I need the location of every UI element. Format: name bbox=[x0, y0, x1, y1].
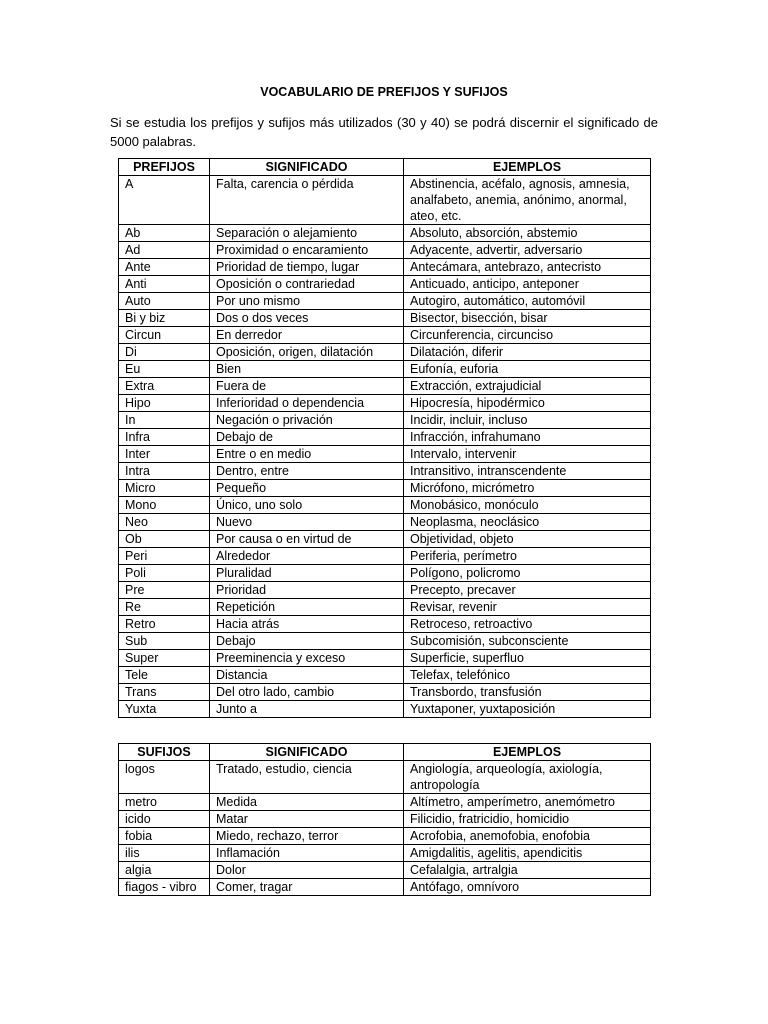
prefix-row bbox=[119, 293, 651, 310]
affix-cell: Circun bbox=[119, 327, 210, 344]
meaning-cell: En derredor bbox=[210, 327, 404, 344]
examples-cell: Angiología, arqueología, axiología, antropología bbox=[404, 761, 651, 794]
prefix-row bbox=[119, 633, 651, 650]
affix-cell: Hipo bbox=[119, 395, 210, 412]
meaning-cell: Del otro lado, cambio bbox=[210, 684, 404, 701]
prefix-row bbox=[119, 259, 651, 276]
meaning-cell: Por causa o en virtud de bbox=[210, 531, 404, 548]
prefix-row bbox=[119, 514, 651, 531]
examples-cell: Acrofobia, anemofobia, enofobia bbox=[404, 828, 651, 845]
prefix-table-header bbox=[119, 159, 651, 176]
examples-cell: Retroceso, retroactivo bbox=[404, 616, 651, 633]
affix-cell: icido bbox=[119, 811, 210, 828]
document-title: VOCABULARIO DE PREFIJOS Y SUFIJOS bbox=[260, 85, 508, 99]
examples-cell: Antecámara, antebrazo, antecristo bbox=[404, 259, 651, 276]
column-header-prefijos: PREFIJOS bbox=[119, 159, 210, 176]
examples-cell: Hipocresía, hipodérmico bbox=[404, 395, 651, 412]
affix-cell: logos bbox=[119, 761, 210, 794]
meaning-cell: Comer, tragar bbox=[210, 879, 404, 896]
prefix-row bbox=[119, 378, 651, 395]
affix-cell: Poli bbox=[119, 565, 210, 582]
examples-cell: Telefax, telefónico bbox=[404, 667, 651, 684]
affix-cell: Tele bbox=[119, 667, 210, 684]
suffix-row bbox=[119, 828, 651, 845]
affix-cell: In bbox=[119, 412, 210, 429]
affix-cell: Re bbox=[119, 599, 210, 616]
examples-cell: Circunferencia, circunciso bbox=[404, 327, 651, 344]
meaning-cell: Debajo bbox=[210, 633, 404, 650]
affix-cell: Super bbox=[119, 650, 210, 667]
meaning-cell: Debajo de bbox=[210, 429, 404, 446]
meaning-cell: Dolor bbox=[210, 862, 404, 879]
affix-cell: ilis bbox=[119, 845, 210, 862]
prefix-row bbox=[119, 565, 651, 582]
affix-cell: Anti bbox=[119, 276, 210, 293]
suffix-row bbox=[119, 811, 651, 828]
meaning-cell: Dentro, entre bbox=[210, 463, 404, 480]
examples-cell: Polígono, policromo bbox=[404, 565, 651, 582]
examples-cell: Neoplasma, neoclásico bbox=[404, 514, 651, 531]
meaning-cell: Junto a bbox=[210, 701, 404, 718]
affix-cell: Pre bbox=[119, 582, 210, 599]
affix-cell: fobia bbox=[119, 828, 210, 845]
meaning-cell: Proximidad o encaramiento bbox=[210, 242, 404, 259]
examples-cell: Bisector, bisección, bisar bbox=[404, 310, 651, 327]
examples-cell: Subcomisión, subconsciente bbox=[404, 633, 651, 650]
affix-cell: Infra bbox=[119, 429, 210, 446]
meaning-cell: Inflamación bbox=[210, 845, 404, 862]
meaning-cell: Falta, carencia o pérdida bbox=[210, 176, 404, 225]
examples-cell: Antófago, omnívoro bbox=[404, 879, 651, 896]
affix-cell: Retro bbox=[119, 616, 210, 633]
prefix-row bbox=[119, 429, 651, 446]
examples-cell: Incidir, incluir, incluso bbox=[404, 412, 651, 429]
affix-cell: Peri bbox=[119, 548, 210, 565]
examples-cell: Anticuado, anticipo, anteponer bbox=[404, 276, 651, 293]
suffix-row bbox=[119, 845, 651, 862]
meaning-cell: Prioridad de tiempo, lugar bbox=[210, 259, 404, 276]
prefix-table bbox=[118, 158, 651, 718]
prefix-row bbox=[119, 667, 651, 684]
suffix-row bbox=[119, 879, 651, 896]
prefix-row bbox=[119, 344, 651, 361]
examples-cell: Transbordo, transfusión bbox=[404, 684, 651, 701]
prefix-row bbox=[119, 531, 651, 548]
meaning-cell: Prioridad bbox=[210, 582, 404, 599]
affix-cell: Yuxta bbox=[119, 701, 210, 718]
suffix-row bbox=[119, 761, 651, 794]
examples-cell: Yuxtaponer, yuxtaposición bbox=[404, 701, 651, 718]
prefix-row bbox=[119, 582, 651, 599]
meaning-cell: Separación o alejamiento bbox=[210, 225, 404, 242]
suffix-table bbox=[118, 743, 651, 896]
meaning-cell: Bien bbox=[210, 361, 404, 378]
prefix-row bbox=[119, 497, 651, 514]
affix-cell: Eu bbox=[119, 361, 210, 378]
examples-cell: Intransitivo, intranscendente bbox=[404, 463, 651, 480]
affix-cell: Bi y biz bbox=[119, 310, 210, 327]
column-header-significado: SIGNIFICADO bbox=[210, 744, 404, 761]
affix-cell: Di bbox=[119, 344, 210, 361]
prefix-row bbox=[119, 361, 651, 378]
prefix-row bbox=[119, 412, 651, 429]
meaning-cell: Pequeño bbox=[210, 480, 404, 497]
meaning-cell: Entre o en medio bbox=[210, 446, 404, 463]
prefix-row bbox=[119, 242, 651, 259]
meaning-cell: Pluralidad bbox=[210, 565, 404, 582]
meaning-cell: Medida bbox=[210, 794, 404, 811]
examples-cell: Infracción, infrahumano bbox=[404, 429, 651, 446]
column-header-ejemplos: EJEMPLOS bbox=[404, 744, 651, 761]
meaning-cell: Miedo, rechazo, terror bbox=[210, 828, 404, 845]
affix-cell: Mono bbox=[119, 497, 210, 514]
examples-cell: Intervalo, intervenir bbox=[404, 446, 651, 463]
affix-cell: Inter bbox=[119, 446, 210, 463]
examples-cell: Adyacente, advertir, adversario bbox=[404, 242, 651, 259]
prefix-row bbox=[119, 684, 651, 701]
meaning-cell: Oposición o contrariedad bbox=[210, 276, 404, 293]
meaning-cell: Hacia atrás bbox=[210, 616, 404, 633]
examples-cell: Filicidio, fratricidio, homicidio bbox=[404, 811, 651, 828]
affix-cell: Auto bbox=[119, 293, 210, 310]
affix-cell: Trans bbox=[119, 684, 210, 701]
affix-cell: Intra bbox=[119, 463, 210, 480]
prefix-row bbox=[119, 463, 651, 480]
examples-cell: Dilatación, diferir bbox=[404, 344, 651, 361]
meaning-cell: Preeminencia y exceso bbox=[210, 650, 404, 667]
affix-cell: Ab bbox=[119, 225, 210, 242]
examples-cell: Extracción, extrajudicial bbox=[404, 378, 651, 395]
prefix-row bbox=[119, 176, 651, 225]
examples-cell: Periferia, perímetro bbox=[404, 548, 651, 565]
meaning-cell: Fuera de bbox=[210, 378, 404, 395]
meaning-cell: Dos o dos veces bbox=[210, 310, 404, 327]
examples-cell: Cefalalgia, artralgia bbox=[404, 862, 651, 879]
affix-cell: Ob bbox=[119, 531, 210, 548]
examples-cell: Autogiro, automático, automóvil bbox=[404, 293, 651, 310]
meaning-cell: Distancia bbox=[210, 667, 404, 684]
affix-cell: fiagos - vibro bbox=[119, 879, 210, 896]
affix-cell: Micro bbox=[119, 480, 210, 497]
prefix-row bbox=[119, 480, 651, 497]
suffix-table-header bbox=[119, 744, 651, 761]
affix-cell: Extra bbox=[119, 378, 210, 395]
meaning-cell: Oposición, origen, dilatación bbox=[210, 344, 404, 361]
meaning-cell: Matar bbox=[210, 811, 404, 828]
prefix-row bbox=[119, 276, 651, 293]
affix-cell: Ante bbox=[119, 259, 210, 276]
meaning-cell: Alrededor bbox=[210, 548, 404, 565]
examples-cell: Revisar, revenir bbox=[404, 599, 651, 616]
affix-cell: A bbox=[119, 176, 210, 225]
examples-cell: Altímetro, amperímetro, anemómetro bbox=[404, 794, 651, 811]
prefix-row bbox=[119, 548, 651, 565]
meaning-cell: Repetición bbox=[210, 599, 404, 616]
examples-cell: Amigdalitis, agelitis, apendicitis bbox=[404, 845, 651, 862]
affix-cell: Ad bbox=[119, 242, 210, 259]
examples-cell: Precepto, precaver bbox=[404, 582, 651, 599]
prefix-row bbox=[119, 650, 651, 667]
meaning-cell: Negación o privación bbox=[210, 412, 404, 429]
prefix-row bbox=[119, 616, 651, 633]
prefix-row bbox=[119, 310, 651, 327]
affix-cell: Sub bbox=[119, 633, 210, 650]
examples-cell: Absoluto, absorción, abstemio bbox=[404, 225, 651, 242]
prefix-row bbox=[119, 701, 651, 718]
examples-cell: Superficie, superfluo bbox=[404, 650, 651, 667]
prefix-row bbox=[119, 327, 651, 344]
prefix-row bbox=[119, 225, 651, 242]
examples-cell: Eufonía, euforia bbox=[404, 361, 651, 378]
meaning-cell: Tratado, estudio, ciencia bbox=[210, 761, 404, 794]
examples-cell: Objetividad, objeto bbox=[404, 531, 651, 548]
meaning-cell: Por uno mismo bbox=[210, 293, 404, 310]
examples-cell: Monobásico, monóculo bbox=[404, 497, 651, 514]
column-header-sufijos: SUFIJOS bbox=[119, 744, 210, 761]
suffix-row bbox=[119, 794, 651, 811]
column-header-significado: SIGNIFICADO bbox=[210, 159, 404, 176]
affix-cell: metro bbox=[119, 794, 210, 811]
suffix-row bbox=[119, 862, 651, 879]
examples-cell: Micrófono, micrómetro bbox=[404, 480, 651, 497]
affix-cell: algia bbox=[119, 862, 210, 879]
meaning-cell: Nuevo bbox=[210, 514, 404, 531]
prefix-row bbox=[119, 446, 651, 463]
prefix-row bbox=[119, 395, 651, 412]
examples-cell: Abstinencia, acéfalo, agnosis, amnesia, analfabeto, anemia, anónimo, anormal, ateo, etc. bbox=[404, 176, 651, 225]
meaning-cell: Único, uno solo bbox=[210, 497, 404, 514]
prefix-row bbox=[119, 599, 651, 616]
affix-cell: Neo bbox=[119, 514, 210, 531]
meaning-cell: Inferioridad o dependencia bbox=[210, 395, 404, 412]
intro-paragraph: Si se estudia los prefijos y sufijos más utilizados (30 y 40) se podrá discernir el significado de 5000 palabras. bbox=[110, 115, 658, 149]
column-header-ejemplos: EJEMPLOS bbox=[404, 159, 651, 176]
